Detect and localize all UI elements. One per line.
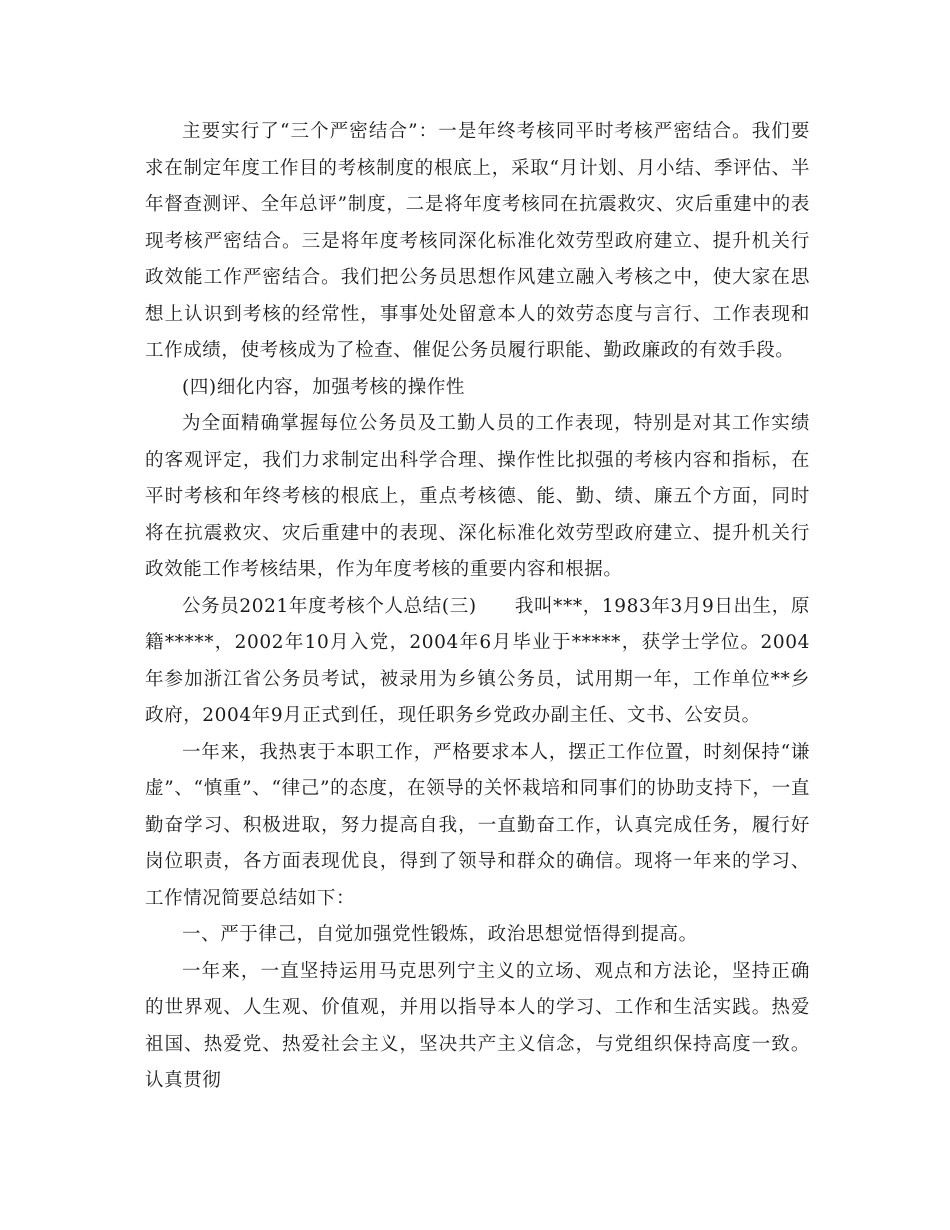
- paragraph-political-thought: 一年来，一直坚持运用马克思列宁主义的立场、观点和方法论，坚持正确的世界观、人生观、价值观，并用以指导本人的学习、工作和生活实践。热爱祖国、热爱党、热爱社会主义，坚决共产主义信念，与党组织保持高度一致。认真贯彻: [145, 960, 810, 1091]
- paragraph-assessment-content: 为全面精确掌握每位公务员及工勤人员的工作表现，特别是对其工作实绩的客观评定，我们力求制定出科学合理、操作性比拟强的考核内容和指标，在平时考核和年终考核的根底上，重点考核德、能、勤、绩、廉五个方面，同时将在抗震救灾、灾后重建中的表现、深化标准化效劳型政府建立、提升机关行政效能工作考核结果，作为年度考核的重要内容和根据。: [145, 413, 810, 580]
- section-heading-self-discipline: 一、严于律己，自觉加强党性锻炼，政治思想觉悟得到提高。: [182, 924, 698, 945]
- paragraph-year-overview: 一年来，我热衷于本职工作，严格要求本人，摆正工作位置，时刻保持“谦虚”、“慎重”、“律己”的态度，在领导的关怀栽培和同事们的协助支持下，一直勤奋学习、积极进取，努力提高自我，一直勤奋工作，认真完成任务，履行好岗位职责，各方面表现优良，得到了领导和群众的确信。现将一年来的学习、工作情况简要总结如下：: [145, 741, 810, 909]
- paragraph-assessment-integration: 主要实行了“三个严密结合”：一是年终考核同平时考核严密结合。我们要求在制定年度工作目的考核制度的根底上，采取“月计划、月小结、季评估、半年督查测评、全年总评”制度，二是将年度考核同在抗震救灾、灾后重建中的表现考核严密结合。三是将年度考核同深化标准化效劳型政府建立、提升机关行政效能工作严密结合。我们把公务员思想作风建立融入考核之中，使大家在思想上认识到考核的经常性，事事处处留意本人的效劳态度与言行、工作表现和工作成绩，使考核成为了检查、催促公务员履行职能、勤政廉政的有效手段。: [145, 121, 810, 361]
- paragraph-personal-summary-intro: 公务员2021年度考核个人总结(三) 我叫***，1983年3月9日出生，原籍*****，2002年10月入党，2004年6月毕业于*****，获学士学位。2004年参加浙江省公务员考试，被录用为乡镇公务员，试用期一年，工作单位**乡政府，2004年9月正式到任，现任职务乡党政办副主任、文书、公安员。: [145, 595, 810, 726]
- document-body: [145, 114, 810, 1100]
- section-heading-refine-content: (四)细化内容，加强考核的操作性: [182, 376, 466, 398]
